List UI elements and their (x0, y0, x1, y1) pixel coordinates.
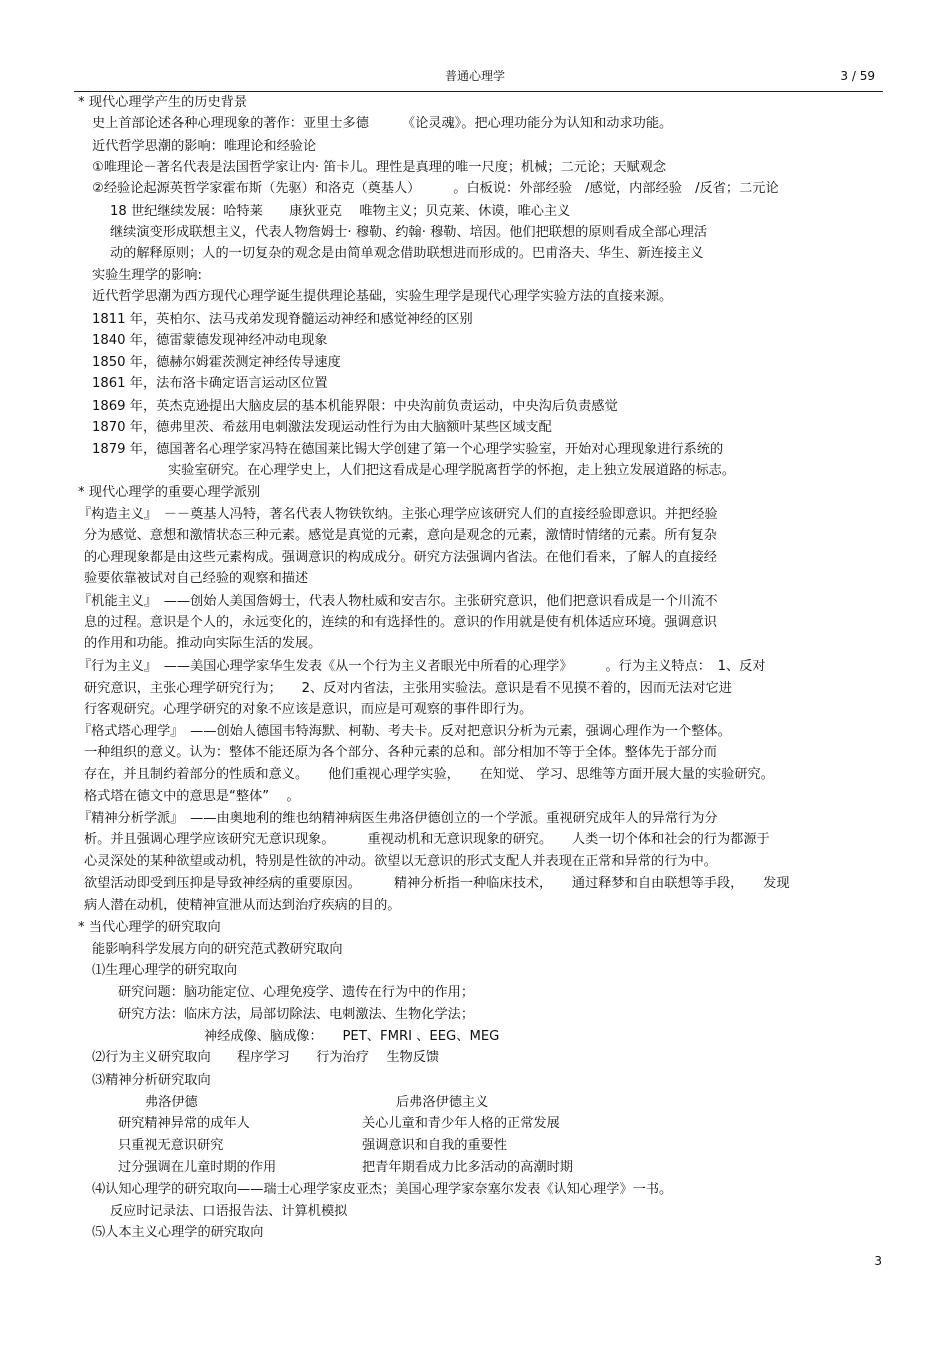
text-line: 格式塔在德文中的意思是“整体” 。 (84, 789, 300, 804)
text-line: 分为感觉、意想和激情状态三种元素。感觉是真觉的元素，意向是观念的元素，激情时情绪的元素。所有复杂 (84, 528, 717, 543)
text-line: ⑶精神分析研究取向 (92, 1073, 211, 1088)
text-line: 『精神分析学派』 ——由奥地利的维也纳精神病医生弗洛伊德创立的一个学派。重视研究成年人的异常行为分 (78, 811, 718, 826)
section-heading: * 现代心理学产生的历史背景 (78, 95, 248, 110)
text-line: 心灵深处的某种欲望或动机，特别是性欲的冲动。欲望以无意识的形式支配人并表现在正常和异常的行为中。 (84, 854, 717, 869)
text-line: 行客观研究。心理学研究的对象不应该是意识，而应是可观察的事件即行为。 (84, 702, 533, 717)
text-line: ②经验论起源英哲学家霍布斯（先驱）和洛克（奠基人） 。白板说：外部经验 /感觉，内部经验 /反省；二元论 (92, 181, 779, 196)
text-line: 史上首部论述各种心理现象的著作：亚里士多德 《论灵魂》。把心理功能分为认知和动求功能。 (92, 116, 673, 131)
text-line: 一种组织的意义。认为：整体不能还原为各个部分、各种元素的总和。部分相加不等于全体。整体先于部分而 (84, 745, 717, 760)
text-line: 反应时记录法、口语报告法、计算机模拟 (110, 1204, 348, 1219)
text-line: 1850 年，德赫尔姆霍茨测定神经传导速度 (92, 355, 341, 370)
text-line: 『行为主义』 ——美国心理学家华生发表《从一个行为主义者眼光中所看的心理学》 。行为主义特点： 1、反对 (78, 659, 766, 674)
text-line: 实验室研究。在心理学史上，人们把这看成是心理学脱离哲学的怀抱，走上独立发展道路的标志。 (168, 463, 736, 478)
table-cell: 把青年期看成力比多活动的高潮时期 (362, 1160, 573, 1175)
text-line: 能影响科学发展方向的研究范式教研究取向 (92, 942, 343, 957)
text-line: 的心理现象都是由这些元素构成。强调意识的构成成分。研究方法强调内省法。在他们看来，了解人的直接经 (84, 550, 717, 565)
text-line: 验要依靠被试对自己经验的观察和描述 (84, 571, 309, 586)
text-line: 『格式塔心理学』 ——创始人德国韦特海默、柯勒、考夫卡。反对把意识分析为元素，强调心理作为一个整体。 (78, 724, 731, 739)
text-line: 息的过程。意识是个人的，永远变化的，连续的和有选择性的。意识的作用就是使有机体适应环境。强调意识 (84, 615, 717, 630)
footer-page-number: 3 (874, 1254, 882, 1268)
text-line: 神经成像、脑成像： PET、FMRI 、EEG、MEG (204, 1029, 500, 1044)
text-line: 1869 年，英杰克逊提出大脑皮层的基本机能界限：中央沟前负责运动，中央沟后负责感觉 (92, 399, 618, 414)
table-cell: 只重视无意识研究 (118, 1138, 224, 1153)
text-line: ⑵行为主义研究取向 程序学习 行为治疗 生物反馈 (92, 1050, 440, 1065)
table-cell: 过分强调在儿童时期的作用 (118, 1160, 277, 1175)
text-line: 存在，并且制约着部分的性质和意义。 他们重视心理学实验， 在知觉、 学习、思维等方面开展大量的实验研究。 (84, 767, 774, 782)
text-line: 研究方法：临床方法，局部切除法、电刺激法、生物化学法； (118, 1007, 475, 1022)
text-line: 继续演变形成联想主义，代表人物詹姆士· 穆勒、约翰· 穆勒、培因。他们把联想的原则看成全部心理活 (110, 225, 708, 240)
text-line: 实验生理学的影响: (92, 268, 202, 283)
table-cell: 强调意识和自我的重要性 (362, 1138, 508, 1153)
text-line: 18 世纪继续发展：哈特莱 康狄亚克 唯物主义；贝克莱、休谟，唯心主义 (110, 204, 571, 219)
page-header-title: 普通心理学 (444, 69, 505, 83)
text-line: 1861 年，法布洛卡确定语言运动区位置 (92, 376, 328, 391)
table-cell: 关心儿童和青少年人格的正常发展 (362, 1116, 560, 1131)
text-line: 1870 年，德弗里茨、希兹用电刺激法发现运动性行为由大脑额叶某些区域支配 (92, 420, 552, 435)
header-rule (74, 91, 883, 92)
text-line: 研究意识，主张心理学研究行为； 2、反对内省法，主张用实验法。意识是看不见摸不着的，因而无法对它进 (84, 681, 732, 696)
text-line: 1879 年，德国著名心理学家冯特在德国莱比锡大学创建了第一个心理学实验室，开始对心理现象进行系统的 (92, 442, 724, 457)
text-line: 病人潜在动机，使精神宣泄从而达到治疗疾病的目的。 (84, 898, 401, 913)
text-line: 1811 年，英柏尔、法马戎弟发现脊髓运动神经和感觉神经的区别 (92, 312, 473, 327)
text-line: 析。并且强调心理学应该研究无意识现象。 重视动机和无意识现象的研究。 人类一切个体和社会的行为都源于 (84, 832, 770, 847)
table-cell: 研究精神异常的成年人 (118, 1116, 250, 1131)
text-line: 近代哲学思潮的影响：唯理论和经验论 (92, 139, 317, 154)
text-line: 欲望活动即受到压抑是导致神经病的重要原因。 精神分析指一种临床技术， 通过释梦和自由联想等手段， 发现 (84, 876, 790, 891)
page-counter: 3 / 59 (840, 69, 875, 83)
section-heading: * 当代心理学的研究取向 (78, 920, 221, 935)
section-heading: * 现代心理学的重要心理学派别 (78, 485, 261, 500)
text-line: ①唯理论－著名代表是法国哲学家让内· 笛卡儿。理性是真理的唯一尺度；机械；二元论；天赋观念 (92, 160, 667, 175)
text-line: ⑷认知心理学的研究取向——瑞士心理学家皮亚杰；美国心理学家奈塞尔发表《认知心理学》一书。 (92, 1182, 673, 1197)
text-line: 1840 年，德雷蒙德发现神经冲动电现象 (92, 333, 328, 348)
table-cell: 后弗洛伊德主义 (396, 1095, 489, 1110)
text-line: 『构造主义』 －－奠基人冯特，著名代表人物铁钦纳。主张心理学应该研究人们的直接经验即意识。并把经验 (78, 507, 718, 522)
text-line: 研究问题：脑功能定位、心理免疫学、遗传在行为中的作用； (118, 985, 475, 1000)
text-line: ⑴生理心理学的研究取向 (92, 963, 238, 978)
text-line: ⑸人本主义心理学的研究取向 (92, 1225, 264, 1240)
text-line: 动的解释原则；人的一切复杂的观念是由简单观念借助联想进而形成的。巴甫洛夫、华生、新连接主义 (110, 246, 704, 261)
text-line: 近代哲学思潮为西方现代心理学诞生提供理论基础，实验生理学是现代心理学实验方法的直接来源。 (92, 289, 673, 304)
text-line: 的作用和功能。推动向实际生活的发展。 (84, 636, 322, 651)
table-cell: 弗洛伊德 (145, 1095, 198, 1110)
text-line: 『机能主义』 ——创始人美国詹姆士，代表人物杜威和安吉尔。主张研究意识，他们把意识看成是一个川流不 (78, 594, 718, 609)
